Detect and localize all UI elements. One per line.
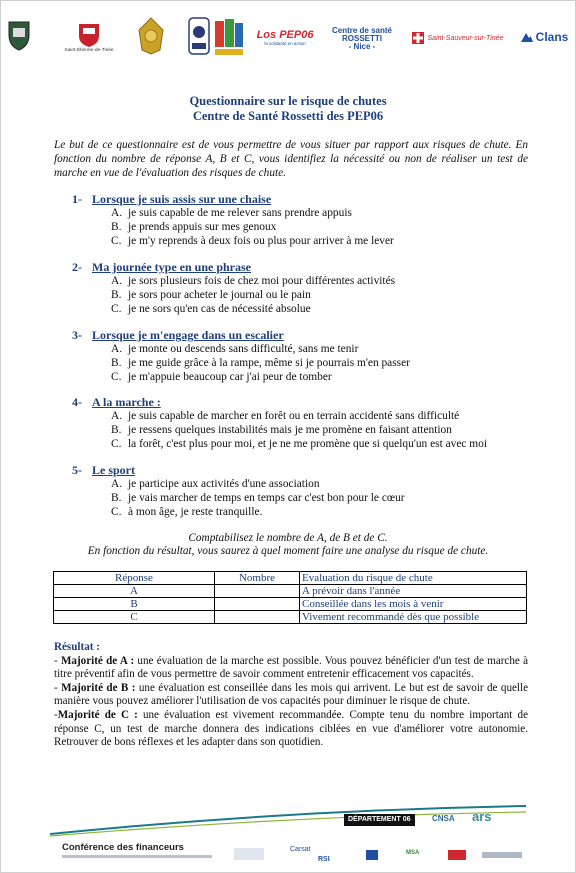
option-letter: A. [111, 207, 123, 219]
logo-saint-sauveur [410, 28, 504, 48]
option-text: je suis capable de me relever sans prendre appuis [128, 207, 352, 219]
logo-centre-sante-line2: ROSSETTI [341, 34, 382, 43]
colorful-figures-logo [212, 16, 246, 58]
option-b [111, 221, 276, 233]
option-b [111, 492, 405, 504]
result-majority-c [54, 709, 528, 750]
golden-emblem-logo [134, 14, 168, 58]
cell-nombre[interactable] [215, 611, 300, 624]
question-text: Lorsque je suis assis sur une chaise [92, 192, 272, 206]
page-title: Questionnaire sur le risque de chutes [189, 94, 387, 108]
option-text: je ressens quelques instabilités mais je me promène en faisant attention [128, 424, 452, 436]
logo-saint-etienne [56, 16, 122, 58]
logo-cnsa: CNSA [432, 814, 455, 823]
header-logos [0, 12, 576, 62]
result-c-label: Majorité de C : [57, 708, 138, 721]
option-b [111, 424, 452, 436]
cell-evaluation: Vivement recommandé dès que possible [300, 611, 527, 624]
header-evaluation: Evaluation du risque de chute [300, 572, 527, 585]
result-c-text: une évaluation est vivement recommandée. Compte tenu du nombre important de réponse C, un test de marche donnera des indications ciblées en vue d'améliorer votre autonomie. Retrouver de bons réflexes et les adapter dans son quotidien. [54, 708, 528, 749]
question-title [72, 192, 271, 207]
cell-evaluation: A prévoir dans l'année [300, 585, 527, 598]
option-text: je m'y reprends à deux fois ou plus pour arriver à me lever [128, 235, 394, 247]
figures-icon [213, 17, 245, 57]
table-header-row [54, 572, 527, 585]
partner-logo-4 [482, 852, 522, 858]
option-letter: A. [111, 478, 123, 490]
option-text: je participe aux activités d'une association [128, 478, 320, 490]
question-number: 2- [72, 260, 82, 274]
option-a [111, 207, 352, 219]
question-title [72, 260, 251, 275]
logo-carsat: Carsat [290, 846, 311, 853]
option-text: je m'appuie beaucoup car j'ai peur de tomber [128, 371, 332, 383]
option-letter: A. [111, 410, 123, 422]
option-text: je ne sors qu'en cas de nécessité absolue [128, 303, 311, 315]
option-text: je sors pour acheter le journal ou le pain [128, 289, 311, 301]
logo-msa: MSA [406, 850, 420, 856]
option-letter: C. [111, 371, 122, 383]
option-letter: B. [111, 221, 122, 233]
logo-centre-sante-line3: - Nice - [348, 42, 376, 51]
option-letter: B. [111, 492, 122, 504]
cell-reponse: C [54, 611, 215, 624]
logo-centre-sante-line1: Centre de santé [331, 26, 393, 35]
header-nombre: Nombre [215, 572, 300, 585]
option-text: je prends appuis sur mes genoux [128, 221, 277, 233]
result-majority-b [54, 682, 528, 709]
option-letter: C. [111, 506, 122, 518]
option-letter: A. [111, 343, 123, 355]
result-b-prefix: - [54, 681, 62, 694]
result-section [54, 641, 528, 750]
logo-departement: DÉPARTEMENT 06 [344, 814, 415, 826]
option-c [111, 303, 311, 315]
option-text: je monte ou descends sans difficulté, sans me tenir [128, 343, 359, 355]
question-text: A la marche : [92, 395, 161, 409]
question-number: 3- [72, 328, 82, 342]
option-letter: B. [111, 289, 122, 301]
cell-nombre[interactable] [215, 585, 300, 598]
logo-pep06 [256, 14, 314, 60]
partner-logo-3 [448, 850, 466, 860]
result-majority-a [54, 655, 528, 682]
flag-icon [411, 31, 425, 45]
header-reponse: Réponse [54, 572, 215, 585]
footer-logos [0, 800, 576, 870]
option-a [111, 275, 395, 287]
option-c [111, 438, 487, 450]
mountain-icon [520, 30, 534, 44]
round-badge-logo [186, 16, 212, 56]
result-title: Résultat : [54, 641, 100, 653]
table-row [54, 585, 527, 598]
question-title [72, 463, 135, 478]
shield-icon [6, 19, 32, 51]
page-subtitle: Centre de Santé Rossetti des PEP06 [192, 109, 384, 123]
risk-table [53, 571, 527, 624]
cell-reponse: A [54, 585, 215, 598]
partner-logo-1 [234, 848, 264, 860]
footer-caption-line [62, 855, 212, 858]
question-text: Le sport [92, 463, 135, 477]
table-row [54, 611, 527, 624]
result-a-text: une évaluation de la marche est possible. Vous pouvez bénéficier d'un test de marche à titre préventif afin de vous permettre de savoir comment entretenir efficacement vos capacités. [54, 654, 529, 681]
option-letter: C. [111, 438, 122, 450]
option-c [111, 506, 262, 518]
logo-ars: ars [472, 809, 492, 824]
question-text: Ma journée type en une phrase [92, 260, 251, 274]
logo-pep06-text: Los PEP06 [256, 28, 314, 41]
coat-of-arms-logo [4, 18, 34, 52]
emblem-icon [136, 16, 166, 56]
result-b-label: Majorité de B : [61, 681, 136, 694]
logo-saint-etienne-text: Saint-Étienne-de-Tinée [64, 47, 114, 53]
option-text: à mon âge, je reste tranquille. [128, 506, 263, 518]
option-b [111, 357, 410, 369]
option-a [111, 343, 358, 355]
option-letter: C. [111, 235, 122, 247]
logo-clans-text: Clans [535, 30, 569, 44]
partner-logo-2 [366, 850, 378, 860]
question-title [72, 328, 284, 343]
result-instruction: En fonction du résultat, vous saurez à quel moment faire une analyse du risque de chute. [87, 545, 489, 557]
result-a-label: Majorité de A : [60, 654, 135, 667]
question-text: Lorsque je m'engage dans un escalier [92, 328, 284, 342]
logo-conference-financeurs: Conférence des financeurs [62, 842, 184, 853]
result-b-text: une évaluation est conseillée dans les mois qui arrivent. Le but est de savoir de quelle manière vous pouvez améliorer l'utilisation de vos capacités pour diminuer le risque de chute. [54, 681, 528, 708]
logo-centre-sante [318, 24, 406, 54]
option-letter: B. [111, 357, 122, 369]
question-title [72, 395, 161, 410]
option-letter: C. [111, 303, 122, 315]
logo-rsi: RSI [318, 856, 330, 863]
option-text: je sors plusieurs fois de chez moi pour différentes activités [128, 275, 396, 287]
question-number: 4- [72, 395, 82, 409]
cell-nombre[interactable] [215, 598, 300, 611]
result-c-prefix: - [54, 708, 58, 721]
result-a-prefix: - [54, 654, 61, 667]
logo-saint-sauveur-text: Saint-Sauveur-sur-Tinée [427, 34, 504, 42]
cell-reponse: B [54, 598, 215, 611]
option-text: la forêt, c'est plus pour moi, et je ne me promène que si quelqu'un est avec moi [128, 438, 488, 450]
option-letter: A. [111, 275, 123, 287]
option-text: je suis capable de marcher en forêt ou en terrain accidenté sans difficulté [128, 410, 460, 422]
logo-clans [516, 24, 572, 50]
question-number: 5- [72, 463, 82, 477]
option-a [111, 410, 459, 422]
cell-evaluation: Conseillée dans les mois à venir [300, 598, 527, 611]
badge-icon [188, 17, 210, 55]
count-instruction: Comptabilisez le nombre de A, de B et de C. [188, 532, 388, 544]
option-c [111, 371, 332, 383]
question-number: 1- [72, 192, 82, 206]
option-text: je me guide grâce à la rampe, même si je pourrais m'en passer [128, 357, 410, 369]
option-letter: B. [111, 424, 122, 436]
option-c [111, 235, 394, 247]
table-row [54, 598, 527, 611]
option-text: je vais marcher de temps en temps car c'est bon pour le cœur [128, 492, 405, 504]
option-b [111, 289, 311, 301]
logo-pep06-tagline: la solidarité en action [264, 40, 306, 46]
intro-paragraph: Le but de ce questionnaire est de vous permettre de vous situer par rapport aux risques de chute. En fonction du nombre de réponse A, B et C, vous identifiez la nécessité ou non de réaliser un test de marche en vue de l'évaluation des risques de chute. [54, 139, 528, 179]
option-a [111, 478, 320, 490]
crest-icon [77, 22, 101, 48]
